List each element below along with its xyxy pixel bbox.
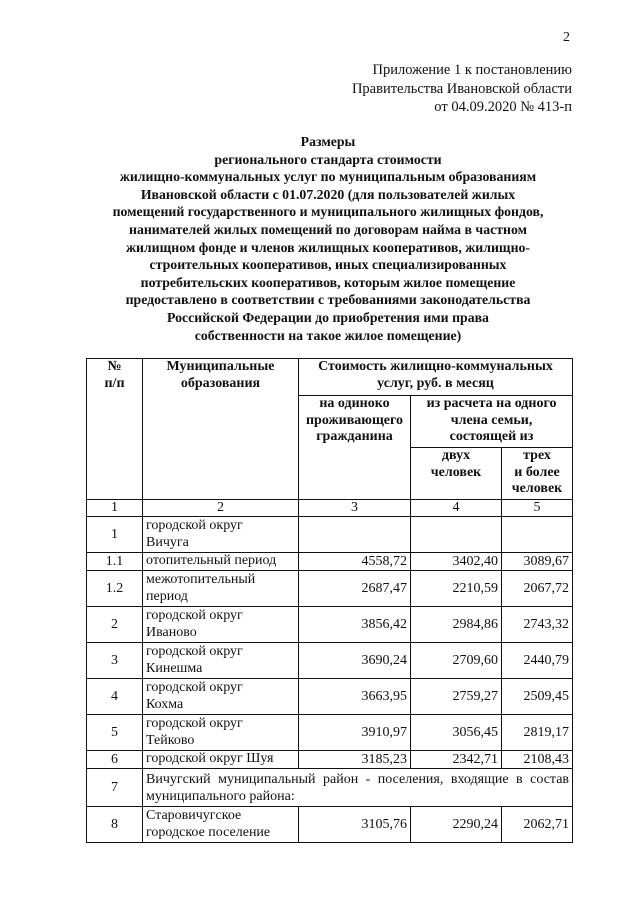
row-number: 3 <box>87 643 143 679</box>
appendix-line: от 04.09.2020 № 413-п <box>434 99 572 115</box>
table-row <box>87 517 573 553</box>
title-line: Ивановской области с 01.07.2020 (для пользователей жилых <box>140 186 516 202</box>
header-text: на одиноко <box>319 396 390 411</box>
name-line: городской округ <box>146 518 243 533</box>
name-line: Кохма <box>146 696 184 712</box>
header-text: услуг, руб. в месяц <box>377 375 494 391</box>
header-text: двух <box>441 448 471 463</box>
header-per-family-member <box>411 396 573 448</box>
cost-single: 2687,47 <box>299 571 411 607</box>
header-cost <box>299 359 573 396</box>
cost-two: 2210,59 <box>411 571 502 607</box>
header-text: Стоимость жилищно-коммунальных <box>318 359 553 374</box>
cost-single: 4558,72 <box>299 553 411 571</box>
header-two-persons <box>411 448 502 500</box>
municipality-name <box>143 553 299 571</box>
cost-three: 2108,43 <box>502 751 573 769</box>
district-group-heading: Вичугский муниципальный район - поселения, входящие в состав муниципального района: <box>143 769 573 807</box>
cost-three: 2509,45 <box>502 679 573 715</box>
cost-single: 3663,95 <box>299 679 411 715</box>
cost-three: 2062,71 <box>502 807 573 843</box>
header-text: п/п <box>104 375 125 391</box>
table-row <box>87 751 573 769</box>
title-line: регионального стандарта стоимости <box>214 151 442 167</box>
row-number: 1 <box>87 517 143 553</box>
municipality-name <box>143 715 299 751</box>
title-line: собственности на такое жилое помещение) <box>194 327 462 343</box>
header-text: и более <box>514 464 560 480</box>
municipality-name <box>143 643 299 679</box>
appendix-note <box>242 61 572 117</box>
document-title <box>86 133 570 344</box>
name-line: Старовичугское <box>146 808 242 823</box>
title-line: жилищном фонде и членов жилищных кооперативов, жилищно- <box>125 239 531 255</box>
header-text: из расчета на одного <box>426 396 557 411</box>
header-text: состоящей из <box>449 429 534 444</box>
municipality-name <box>143 679 299 715</box>
title-line: жилищно-коммунальных услуг по муниципальным образованиям <box>119 169 537 185</box>
cost-two: 2709,60 <box>411 643 502 679</box>
municipality-name <box>143 607 299 643</box>
header-text: образования <box>180 375 261 391</box>
header-municipality <box>143 359 299 500</box>
title-line: нанимателей жилых помещений по договорам найма в частном <box>129 221 527 237</box>
cost-three: 2819,17 <box>502 715 573 751</box>
row-number: 1.1 <box>87 553 143 571</box>
cost-three: 2067,72 <box>502 571 573 607</box>
table-row <box>87 769 573 807</box>
header-text: человек <box>430 464 482 480</box>
row-number: 7 <box>87 769 143 807</box>
row-number: 4 <box>87 679 143 715</box>
name-line: Кинешма <box>146 660 203 676</box>
table-row <box>87 715 573 751</box>
cost-two: 3402,40 <box>411 553 502 571</box>
name-line: межотопительный <box>146 572 256 587</box>
header-text: Муниципальные <box>166 359 275 374</box>
row-number: 2 <box>87 607 143 643</box>
column-number: 3 <box>299 500 411 517</box>
header-text: № <box>107 359 122 374</box>
cost-three: 3089,67 <box>502 553 573 571</box>
cost-two: 2984,86 <box>411 607 502 643</box>
name-line: Вичуга <box>146 534 189 550</box>
name-line: Тейково <box>146 732 195 748</box>
title-line: Российской Федерации до приобретения ими права <box>167 309 489 325</box>
title-line: строительных кооперативов, иных специализированных <box>149 257 507 273</box>
column-number: 1 <box>87 500 143 517</box>
cost-single <box>299 517 411 553</box>
header-row <box>87 359 573 396</box>
table-row <box>87 607 573 643</box>
rates-table <box>86 358 573 843</box>
name-line: городской округ <box>146 644 243 659</box>
row-number: 5 <box>87 715 143 751</box>
municipality-name <box>143 517 299 553</box>
row-number: 8 <box>87 807 143 843</box>
appendix-line: Приложение 1 к постановлению <box>372 62 572 78</box>
name-line: отопительный период <box>146 553 277 569</box>
cost-two: 2342,71 <box>411 751 502 769</box>
header-text: проживающего <box>305 412 404 428</box>
table-row <box>87 571 573 607</box>
cost-single: 3185,23 <box>299 751 411 769</box>
cost-single: 3910,97 <box>299 715 411 751</box>
table-row <box>87 553 573 571</box>
name-line: городской округ <box>146 680 243 695</box>
municipality-name <box>143 807 299 843</box>
cost-single: 3690,24 <box>299 643 411 679</box>
title-line: потребительских кооперативов, которым жилое помещение <box>140 274 516 290</box>
cost-three <box>502 517 573 553</box>
municipality-name <box>143 751 299 769</box>
column-number: 5 <box>502 500 573 517</box>
column-number-row <box>87 500 573 517</box>
cost-single: 3856,42 <box>299 607 411 643</box>
column-number: 4 <box>411 500 502 517</box>
header-three-persons <box>502 448 573 500</box>
table-row <box>87 807 573 843</box>
cost-two <box>411 517 502 553</box>
table-row <box>87 643 573 679</box>
header-text: гражданина <box>316 429 393 444</box>
name-line: городской округ Шуя <box>146 751 274 767</box>
municipality-name <box>143 571 299 607</box>
header-text: человек <box>511 481 563 496</box>
title-line: помещений государственного и муниципального жилищных фондов, <box>112 204 544 220</box>
title-line: предоставлено в соответствии с требованиями законодательства <box>125 292 531 308</box>
name-line: городское поселение <box>146 824 271 840</box>
appendix-line: Правительства Ивановской области <box>351 80 572 97</box>
header-single-resident <box>299 396 411 500</box>
cost-two: 2759,27 <box>411 679 502 715</box>
cost-two: 3056,45 <box>411 715 502 751</box>
page-number: 2 <box>563 30 570 45</box>
name-line: Иваново <box>146 624 197 640</box>
row-number: 1.2 <box>87 571 143 607</box>
table-row <box>87 679 573 715</box>
name-line: период <box>146 588 188 604</box>
row-number: 6 <box>87 751 143 769</box>
name-line: городской округ <box>146 608 243 623</box>
cost-two: 2290,24 <box>411 807 502 843</box>
cost-three: 2743,32 <box>502 607 573 643</box>
header-text: члена семьи, <box>450 412 533 428</box>
header-text: трех <box>523 448 551 463</box>
title-line: Размеры <box>300 134 356 149</box>
column-number: 2 <box>143 500 299 517</box>
name-line: городской округ <box>146 716 243 731</box>
cost-three: 2440,79 <box>502 643 573 679</box>
header-number <box>87 359 143 500</box>
cost-single: 3105,76 <box>299 807 411 843</box>
